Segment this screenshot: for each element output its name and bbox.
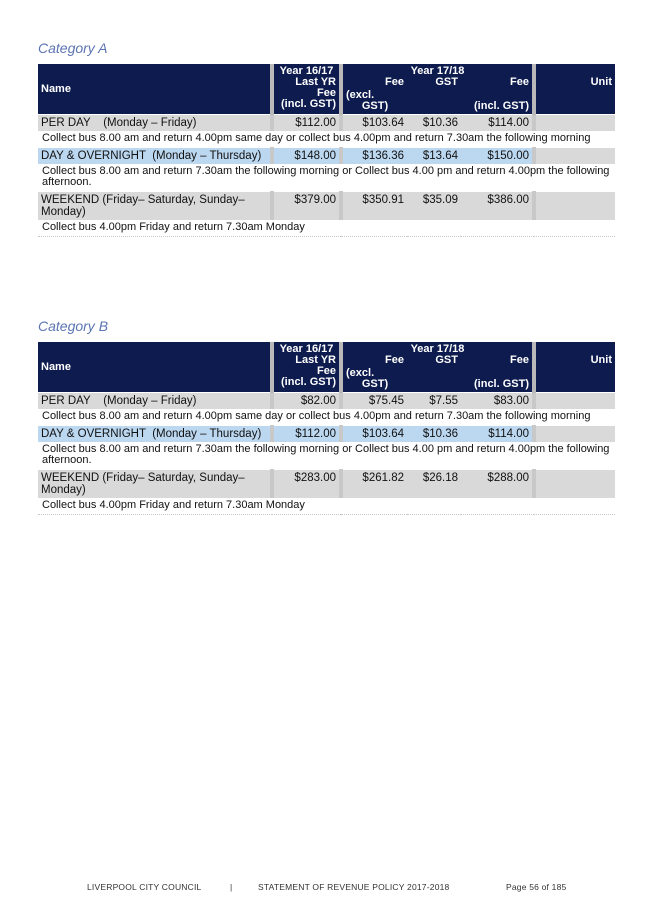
fee-row-note-text: Collect bus 8.00 am and return 4.00pm same day or collect bus 4.00pm and return 7.30am the following morning [38, 131, 615, 148]
fee-row-note [38, 220, 615, 237]
fee-excl-label-line: GST) [361, 100, 389, 112]
fee-row-last-yr: $112.00 [272, 426, 341, 443]
footer-page-number: Page 56 of 185 [506, 882, 567, 892]
col-header-fee-excl [341, 77, 407, 115]
fee-excl-label-line: (excl. [346, 367, 375, 379]
fee-row-fee-excl: $103.64 [341, 115, 407, 132]
category-b-table [38, 342, 615, 515]
fee-row-fee-excl: $103.64 [341, 426, 407, 443]
fee-row-gst: $13.64 [407, 148, 461, 165]
fee-row-fee-incl: $114.00 [461, 115, 534, 132]
fee-row-gst: $35.09 [407, 192, 461, 221]
fee-row-last-yr: $283.00 [272, 470, 341, 499]
last-yr-fee-label-line: Fee [317, 87, 336, 99]
category-b-title: Category B [38, 318, 109, 334]
col-header-unit: Unit [534, 64, 615, 115]
col-header-unit: Unit [534, 342, 615, 393]
fee-row-note-text: Collect bus 8.00 am and return 7.30am the following morning or Collect bus 4.00 pm and return 4.00pm the following afternoon. [38, 164, 615, 192]
last-yr-fee-label-line: (incl. GST) [281, 376, 336, 388]
fee-row-gst: $10.36 [407, 115, 461, 132]
fee-row-note-text: Collect bus 4.00pm Friday and return 7.30am Monday [38, 498, 615, 515]
fee-row [38, 148, 615, 165]
fee-row-name: WEEKEND (Friday– Saturday, Sunday–Monday) [38, 470, 272, 499]
last-yr-fee-label-line: Last YR [295, 76, 336, 88]
fee-row-unit [534, 115, 615, 132]
category-a-table [38, 64, 615, 237]
fee-row-gst: $7.55 [407, 393, 461, 410]
fee-row [38, 192, 615, 221]
footer-divider: | [230, 882, 233, 892]
fee-excl-label-line: Fee [385, 76, 404, 88]
fee-row-fee-excl: $350.91 [341, 192, 407, 221]
category-a-title: Category A [38, 40, 108, 56]
col-header-name: Name [38, 342, 272, 393]
fee-row-fee-excl: $136.36 [341, 148, 407, 165]
fee-row [38, 115, 615, 132]
col-header-year-curr: Year 17/18 [341, 342, 534, 355]
fee-row-fee-incl: $150.00 [461, 148, 534, 165]
fee-row-note [38, 164, 615, 192]
fee-row-name: PER DAY (Monday – Friday) [38, 115, 272, 132]
fee-row-note [38, 409, 615, 426]
fee-row-name: DAY & OVERNIGHT (Monday – Thursday) [38, 148, 272, 165]
col-header-last-yr-fee [272, 342, 341, 393]
fee-row-fee-excl: $75.45 [341, 393, 407, 410]
fee-row-fee-incl: $83.00 [461, 393, 534, 410]
fee-row [38, 470, 615, 499]
col-header-fee-incl [461, 355, 534, 393]
fee-row [38, 426, 615, 443]
fee-row-last-yr: $82.00 [272, 393, 341, 410]
last-yr-fee-label-line: Fee [317, 365, 336, 377]
fee-row-fee-incl: $386.00 [461, 192, 534, 221]
last-yr-fee-label-line: (incl. GST) [281, 98, 336, 110]
fee-excl-label-line: (excl. [346, 89, 375, 101]
fee-row-fee-incl: $114.00 [461, 426, 534, 443]
fee-row-unit [534, 192, 615, 221]
col-header-name: Name [38, 64, 272, 115]
year-prev-label: Year 16/17 [279, 65, 334, 77]
fee-excl-label-line: GST) [361, 378, 389, 390]
fee-row-last-yr: $148.00 [272, 148, 341, 165]
col-header-gst: GST [407, 355, 461, 393]
fee-row-note [38, 498, 615, 515]
fee-row [38, 393, 615, 410]
fee-incl-label-line: (incl. GST) [474, 100, 529, 112]
fee-row-note-text: Collect bus 4.00pm Friday and return 7.30am Monday [38, 220, 615, 237]
fee-row-unit [534, 470, 615, 499]
fee-row-name: WEEKEND (Friday– Saturday, Sunday–Monday) [38, 192, 272, 221]
col-header-last-yr-fee [272, 64, 341, 115]
fee-row-unit [534, 393, 615, 410]
fee-row-gst: $10.36 [407, 426, 461, 443]
fee-row-note [38, 442, 615, 470]
fee-row-name: DAY & OVERNIGHT (Monday – Thursday) [38, 426, 272, 443]
fee-incl-label-line: (incl. GST) [474, 378, 529, 390]
col-header-gst: GST [407, 77, 461, 115]
fee-row-unit [534, 426, 615, 443]
year-prev-label: Year 16/17 [279, 343, 334, 355]
footer-org: LIVERPOOL CITY COUNCIL [87, 882, 202, 892]
footer-doc-title: STATEMENT OF REVENUE POLICY 2017-2018 [258, 882, 450, 892]
fee-excl-label-line: Fee [385, 354, 404, 366]
last-yr-fee-label-line: Last YR [295, 354, 336, 366]
col-header-fee-excl [341, 355, 407, 393]
fee-incl-label-line: Fee [510, 354, 529, 366]
fee-row-note-text: Collect bus 8.00 am and return 7.30am the following morning or Collect bus 4.00 pm and return 4.00pm the following afternoon. [38, 442, 615, 470]
fee-row-unit [534, 148, 615, 165]
fee-incl-label-line: Fee [510, 76, 529, 88]
fee-row-fee-incl: $288.00 [461, 470, 534, 499]
fee-row-note-text: Collect bus 8.00 am and return 4.00pm same day or collect bus 4.00pm and return 7.30am the following morning [38, 409, 615, 426]
fee-row-name: PER DAY (Monday – Friday) [38, 393, 272, 410]
fee-row-gst: $26.18 [407, 470, 461, 499]
fee-row-last-yr: $112.00 [272, 115, 341, 132]
fee-row-fee-excl: $261.82 [341, 470, 407, 499]
col-header-fee-incl [461, 77, 534, 115]
fee-row-last-yr: $379.00 [272, 192, 341, 221]
col-header-year-curr: Year 17/18 [341, 64, 534, 77]
fee-row-note [38, 131, 615, 148]
